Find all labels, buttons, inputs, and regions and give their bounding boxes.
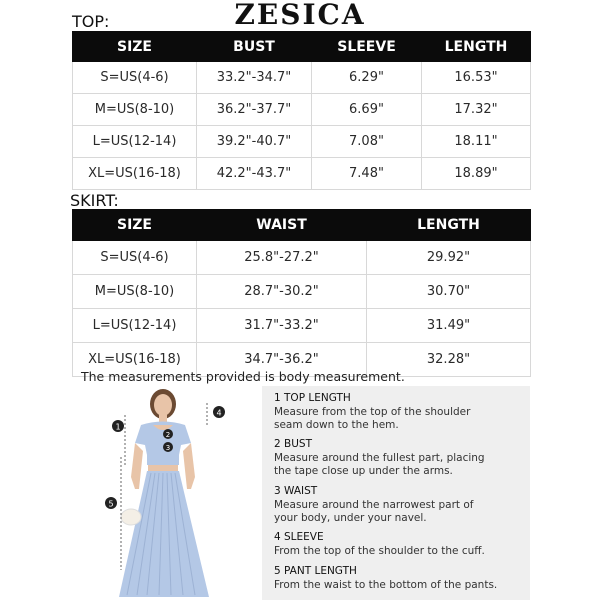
sleeve-cell: 6.29" xyxy=(312,62,422,94)
instruction-waist xyxy=(274,485,474,526)
instruction-line: Measure from the top of the shoulder xyxy=(274,405,471,418)
size-cell: S=US(4-6) xyxy=(73,241,197,275)
table-row xyxy=(73,309,531,343)
instruction-line: the tape close up under the arms. xyxy=(274,465,453,477)
instruction-line: From the waist to the bottom of the pants. xyxy=(274,578,498,591)
table-row xyxy=(73,158,531,190)
length-cell: 30.70" xyxy=(367,275,531,309)
table-header-row xyxy=(73,32,531,62)
size-cell: XL=US(16-18) xyxy=(73,343,197,377)
size-cell: L=US(12-14) xyxy=(73,126,197,158)
bust-cell: 42.2"-43.7" xyxy=(197,158,312,190)
length-cell: 17.32" xyxy=(422,94,531,126)
length-cell: 18.89" xyxy=(422,158,531,190)
measurement-note: The measurements provided is body measurement. xyxy=(81,369,405,384)
sleeve-cell: 6.69" xyxy=(312,94,422,126)
table-row xyxy=(73,241,531,275)
model-figure xyxy=(97,385,260,600)
instruction-title: 2 BUST xyxy=(274,438,312,450)
column-header: WAIST xyxy=(197,210,367,241)
table-row xyxy=(73,62,531,94)
instruction-line: Measure around the fullest part, placing xyxy=(274,451,485,464)
column-header: BUST xyxy=(197,32,312,62)
face-shape xyxy=(154,394,172,416)
instruction-line: Measure around the narrowest part of xyxy=(274,498,474,511)
length-cell: 32.28" xyxy=(367,343,531,377)
table-row xyxy=(73,275,531,309)
size-cell: M=US(8-10) xyxy=(73,275,197,309)
instruction-pant-length xyxy=(274,565,497,592)
column-header: LENGTH xyxy=(422,32,531,62)
marker-label: 5 xyxy=(108,499,114,509)
top-section-label: TOP: xyxy=(72,12,110,31)
table-row xyxy=(73,94,531,126)
instruction-sleeve xyxy=(274,531,485,558)
column-header: SIZE xyxy=(73,32,197,62)
waist-cell: 31.7"-33.2" xyxy=(197,309,367,343)
skirt-section-label: SKIRT: xyxy=(70,191,119,210)
instruction-line: your body, under your navel. xyxy=(274,512,427,524)
size-cell: S=US(4-6) xyxy=(73,62,197,94)
length-cell: 16.53" xyxy=(422,62,531,94)
size-cell: L=US(12-14) xyxy=(73,309,197,343)
length-cell: 18.11" xyxy=(422,126,531,158)
marker-label: 1 xyxy=(115,422,121,432)
size-cell: M=US(8-10) xyxy=(73,94,197,126)
waist-cell: 28.7"-30.2" xyxy=(197,275,367,309)
instruction-bust xyxy=(274,438,485,479)
length-cell: 29.92" xyxy=(367,241,531,275)
length-cell: 31.49" xyxy=(367,309,531,343)
marker-label: 2 xyxy=(165,431,171,439)
skirt-garment xyxy=(119,471,209,597)
marker-label: 3 xyxy=(165,444,171,452)
instruction-title: 1 TOP LENGTH xyxy=(274,392,351,404)
instruction-top-length xyxy=(274,392,470,433)
model-illustration xyxy=(97,385,260,600)
waist-cell: 34.7"-36.2" xyxy=(197,343,367,377)
column-header: SLEEVE xyxy=(312,32,422,62)
column-header: SIZE xyxy=(73,210,197,241)
marker-label: 4 xyxy=(216,408,222,418)
instruction-title: 3 WAIST xyxy=(274,485,318,497)
column-header: LENGTH xyxy=(367,210,531,241)
bust-cell: 33.2"-34.7" xyxy=(197,62,312,94)
instruction-title: 5 PANT LENGTH xyxy=(274,565,357,577)
instruction-line: From the top of the shoulder to the cuff. xyxy=(274,544,485,557)
sleeve-cell: 7.08" xyxy=(312,126,422,158)
bust-cell: 36.2"-37.7" xyxy=(197,94,312,126)
size-cell: XL=US(16-18) xyxy=(73,158,197,190)
waist-cell: 25.8"-27.2" xyxy=(197,241,367,275)
instruction-line: seam down to the hem. xyxy=(274,419,399,431)
bust-cell: 39.2"-40.7" xyxy=(197,126,312,158)
table-row xyxy=(73,126,531,158)
skirt-size-table xyxy=(72,209,531,377)
sleeve-cell: 7.48" xyxy=(312,158,422,190)
brand-logo: ZESICA xyxy=(234,0,366,31)
top-size-table xyxy=(72,31,531,190)
instruction-title: 4 SLEEVE xyxy=(274,531,324,543)
table-header-row xyxy=(73,210,531,241)
